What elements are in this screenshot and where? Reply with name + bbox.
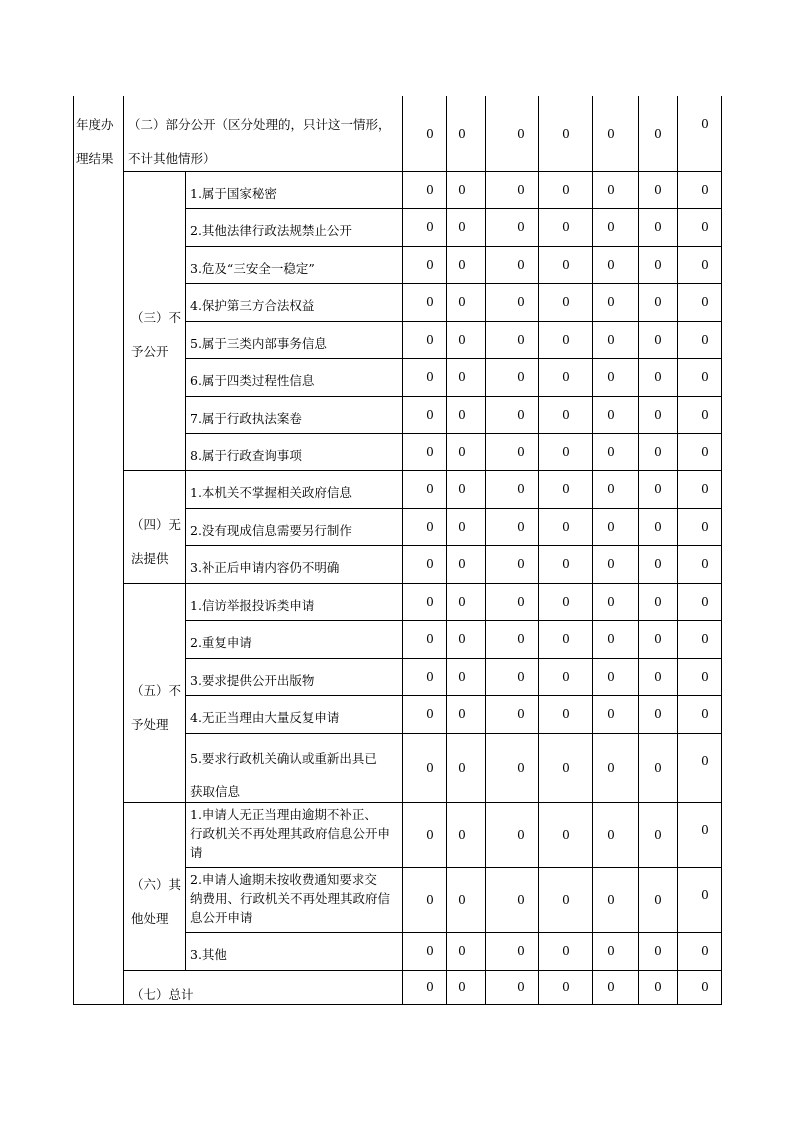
row-label: 2.没有现成信息需要另行制作 (190, 522, 352, 538)
cell-value: 0 (562, 827, 570, 842)
row-label: 1.属于国家秘密 (190, 185, 277, 201)
cell-value: 0 (458, 669, 466, 684)
row-label: 2.重复申请 (190, 635, 252, 650)
row-label-cont: 行政机关不再处理其政府信息公开申 (190, 826, 391, 841)
row-label: 2.其他法律行政法规禁止公开 (190, 223, 352, 238)
cell-value: 0 (701, 888, 709, 902)
cell-value: 0 (458, 632, 466, 646)
row-label: 3.要求提供公开出版物 (190, 672, 315, 688)
cell-value: 0 (458, 482, 466, 496)
grid-line-horizontal (185, 695, 722, 696)
cell-value: 0 (517, 669, 525, 684)
cell-value: 0 (607, 126, 615, 141)
cell-value: 0 (517, 182, 525, 197)
cell-value: 0 (607, 892, 615, 907)
grid-line-horizontal (123, 171, 722, 172)
cell-value: 0 (517, 892, 525, 907)
group-label-line-2: 他处理 (131, 911, 169, 926)
cell-value: 0 (654, 444, 662, 459)
partial-disclosure-label: （二）部分公开（区分处理的，只计这一情形， (128, 117, 391, 132)
cell-value: 0 (426, 295, 434, 309)
row-label: 1.申请人无正当理由逾期不补正、 (190, 807, 377, 822)
row-label: 3.危及“三安全一稳定” (190, 260, 315, 276)
cell-value: 0 (426, 594, 434, 609)
cell-value: 0 (562, 257, 570, 272)
cell-value: 0 (517, 257, 525, 272)
cell-value: 0 (654, 594, 662, 609)
cell-value: 0 (426, 669, 434, 684)
cell-value: 0 (562, 482, 570, 496)
cell-value: 0 (654, 370, 662, 384)
cell-value: 0 (607, 295, 615, 309)
group-label-line-1: （六）其 (131, 877, 182, 892)
cell-value: 0 (458, 126, 466, 141)
cell-value: 0 (607, 257, 615, 272)
partial-disclosure-label-cont: 不计其他情形） (128, 151, 216, 166)
cell-value: 0 (701, 370, 709, 384)
group-label-line-2: 予处理 (131, 717, 169, 732)
cell-value: 0 (607, 944, 615, 958)
cell-value: 0 (701, 944, 709, 958)
grid-line-vertical (185, 583, 186, 802)
cell-value: 0 (517, 519, 525, 534)
cell-value: 0 (517, 827, 525, 842)
cell-value: 0 (426, 332, 434, 347)
cell-value: 0 (562, 707, 570, 721)
grid-line-horizontal (185, 358, 722, 359)
cell-value: 0 (517, 944, 525, 958)
grid-line-horizontal (185, 545, 722, 546)
cell-value: 0 (607, 220, 615, 234)
row-label: 2.申请人逾期未按收费通知要求交 (190, 872, 377, 887)
cell-value: 0 (517, 980, 525, 994)
row-label: 7.属于行政执法案卷 (190, 410, 302, 426)
cell-value: 0 (517, 707, 525, 721)
cell-value: 0 (458, 760, 466, 775)
cell-value: 0 (607, 980, 615, 994)
cell-value: 0 (458, 944, 466, 958)
cell-value: 0 (458, 557, 466, 571)
grid-line-vertical (185, 802, 186, 970)
cell-value: 0 (607, 182, 615, 197)
cell-value: 0 (562, 557, 570, 571)
cell-value: 0 (562, 444, 570, 459)
row-label-cont: 息公开申请 (190, 910, 253, 925)
cell-value: 0 (458, 980, 466, 994)
grid-line-horizontal (185, 508, 722, 509)
cell-value: 0 (562, 370, 570, 384)
cell-value: 0 (426, 557, 434, 571)
cell-value: 0 (562, 980, 570, 994)
cell-value: 0 (458, 295, 466, 309)
cell-value: 0 (701, 220, 709, 234)
grid-line-vertical (185, 470, 186, 583)
cell-value: 0 (562, 594, 570, 609)
cell-value: 0 (426, 707, 434, 721)
cell-value: 0 (517, 295, 525, 309)
grid-line-horizontal (185, 208, 722, 209)
cell-value: 0 (654, 126, 662, 141)
cell-value: 0 (517, 332, 525, 347)
cell-value: 0 (701, 482, 709, 496)
cell-value: 0 (562, 126, 570, 141)
grid-line-horizontal (123, 970, 722, 971)
cell-value: 0 (458, 892, 466, 907)
cell-value: 0 (701, 632, 709, 646)
grid-line-horizontal (73, 1004, 722, 1005)
row-label: 4.无正当理由大量反复申请 (190, 710, 340, 725)
cell-value: 0 (607, 760, 615, 775)
cell-value: 0 (607, 407, 615, 422)
cell-value: 0 (607, 827, 615, 842)
grid-line-horizontal (185, 321, 722, 322)
cell-value: 0 (562, 944, 570, 958)
row-label: 1.本机关不掌握相关政府信息 (190, 485, 352, 500)
cell-value: 0 (654, 980, 662, 994)
row-label-cont: 纳费用、行政机关不再处理其政府信 (190, 891, 391, 906)
group-label-line-1: （五）不 (131, 683, 182, 698)
cell-value: 0 (426, 632, 434, 646)
grid-line-horizontal (123, 583, 722, 584)
cell-value: 0 (701, 754, 709, 768)
cell-value: 0 (701, 669, 709, 684)
cell-value: 0 (607, 707, 615, 721)
cell-value: 0 (607, 332, 615, 347)
cell-value: 0 (607, 632, 615, 646)
grid-line-horizontal (185, 932, 722, 933)
cell-value: 0 (607, 370, 615, 384)
row-label-cont: 获取信息 (190, 784, 241, 799)
cell-value: 0 (654, 220, 662, 234)
cell-value: 0 (562, 332, 570, 347)
cell-value: 0 (654, 827, 662, 842)
cell-value: 0 (562, 669, 570, 684)
grid-line-horizontal (123, 470, 722, 471)
cell-value: 0 (654, 669, 662, 684)
grid-line-horizontal (185, 433, 722, 434)
cell-value: 0 (701, 707, 709, 721)
cell-value: 0 (517, 220, 525, 234)
group-label-line-2: 法提供 (131, 551, 169, 566)
cell-value: 0 (517, 444, 525, 459)
cell-value: 0 (458, 220, 466, 234)
cell-value: 0 (607, 669, 615, 684)
cell-value: 0 (458, 182, 466, 197)
row-label: 3.其他 (190, 947, 227, 962)
total-label: （七）总计 (131, 987, 194, 1002)
cell-value: 0 (458, 444, 466, 459)
cell-value: 0 (426, 182, 434, 197)
cell-value: 0 (426, 827, 434, 842)
cell-value: 0 (426, 370, 434, 384)
cell-value: 0 (654, 519, 662, 534)
cell-value: 0 (654, 557, 662, 571)
cell-value: 0 (607, 594, 615, 609)
cell-value: 0 (562, 295, 570, 309)
cell-value: 0 (562, 760, 570, 775)
cell-value: 0 (701, 557, 709, 571)
cell-value: 0 (701, 332, 709, 347)
cell-value: 0 (426, 257, 434, 272)
row-label: 6.属于四类过程性信息 (190, 373, 315, 388)
row-label: 3.补正后申请内容仍不明确 (190, 560, 340, 575)
grid-line-horizontal (185, 733, 722, 734)
grid-line-horizontal (123, 802, 722, 803)
cell-value: 0 (517, 482, 525, 496)
cell-value: 0 (701, 519, 709, 534)
cell-value: 0 (654, 257, 662, 272)
grid-line-vertical (123, 96, 124, 1004)
grid-line-horizontal (185, 246, 722, 247)
row-label: 1.信访举报投诉类申请 (190, 597, 315, 613)
cell-value: 0 (701, 823, 709, 837)
cell-value: 0 (426, 407, 434, 422)
grid-line-horizontal (185, 396, 722, 397)
cell-value: 0 (426, 892, 434, 907)
cell-value: 0 (654, 407, 662, 422)
cell-value: 0 (517, 632, 525, 646)
cell-value: 0 (458, 594, 466, 609)
cell-value: 0 (517, 594, 525, 609)
cell-value: 0 (607, 482, 615, 496)
cell-value: 0 (654, 944, 662, 958)
cell-value: 0 (426, 760, 434, 775)
group-label-line-1: （四）无 (131, 517, 182, 532)
grid-line-horizontal (185, 620, 722, 621)
grid-line-horizontal (185, 867, 722, 868)
cell-value: 0 (458, 707, 466, 721)
cell-value: 0 (426, 444, 434, 459)
group-label-line-2: 予公开 (131, 344, 169, 359)
cell-value: 0 (517, 126, 525, 141)
row-label: 5.要求行政机关确认或重新出具已 (190, 751, 377, 766)
cell-value: 0 (701, 594, 709, 609)
cell-value: 0 (517, 557, 525, 571)
cell-value: 0 (607, 557, 615, 571)
cell-value: 0 (458, 827, 466, 842)
cell-value: 0 (654, 332, 662, 347)
cell-value: 0 (701, 295, 709, 309)
cell-value: 0 (701, 980, 709, 994)
cell-value: 0 (426, 482, 434, 496)
cell-value: 0 (701, 444, 709, 459)
cell-value: 0 (517, 370, 525, 384)
row-label: 4.保护第三方合法权益 (190, 298, 315, 313)
cell-value: 0 (562, 519, 570, 534)
section-label-line-1: 年度办 (76, 117, 114, 132)
cell-value: 0 (458, 370, 466, 384)
cell-value: 0 (654, 892, 662, 907)
cell-value: 0 (654, 482, 662, 496)
cell-value: 0 (607, 444, 615, 459)
cell-value: 0 (654, 760, 662, 775)
cell-value: 0 (458, 407, 466, 422)
cell-value: 0 (701, 257, 709, 272)
cell-value: 0 (562, 892, 570, 907)
row-label: 8.属于行政查询事项 (190, 447, 302, 463)
grid-line-vertical (73, 96, 74, 1004)
cell-value: 0 (562, 407, 570, 422)
cell-value: 0 (701, 407, 709, 422)
group-label-line-1: （三）不 (131, 310, 182, 325)
cell-value: 0 (517, 407, 525, 422)
grid-line-horizontal (185, 283, 722, 284)
cell-value: 0 (458, 332, 466, 347)
cell-value: 0 (654, 632, 662, 646)
cell-value: 0 (426, 126, 434, 141)
cell-value: 0 (426, 980, 434, 994)
row-label-cont: 请 (190, 845, 203, 860)
cell-value: 0 (701, 117, 709, 131)
cell-value: 0 (654, 707, 662, 721)
cell-value: 0 (654, 182, 662, 197)
cell-value: 0 (562, 220, 570, 234)
cell-value: 0 (458, 257, 466, 272)
cell-value: 0 (426, 220, 434, 234)
cell-value: 0 (458, 519, 466, 534)
row-label: 5.属于三类内部事务信息 (190, 335, 327, 351)
cell-value: 0 (426, 944, 434, 958)
grid-line-horizontal (185, 658, 722, 659)
section-label-line-2: 理结果 (76, 151, 114, 166)
cell-value: 0 (607, 519, 615, 534)
cell-value: 0 (517, 760, 525, 775)
cell-value: 0 (701, 182, 709, 197)
cell-value: 0 (654, 295, 662, 309)
cell-value: 0 (562, 182, 570, 197)
cell-value: 0 (426, 519, 434, 534)
cell-value: 0 (562, 632, 570, 646)
